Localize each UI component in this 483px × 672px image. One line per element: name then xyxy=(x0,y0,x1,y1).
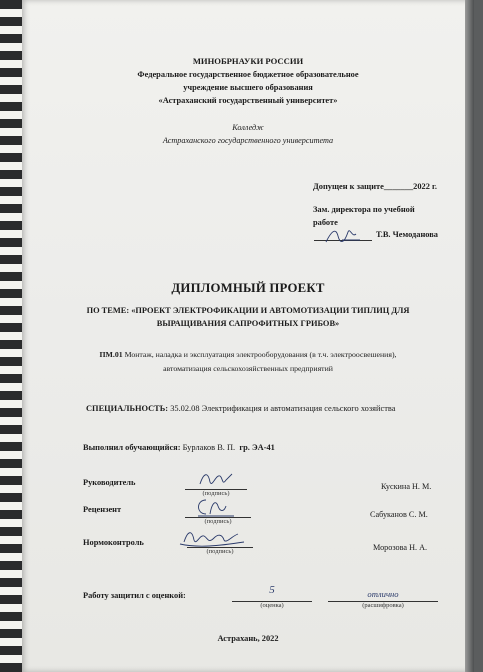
document-title: ДИПЛОМНЫЙ ПРОЕКТ xyxy=(171,281,325,295)
specialty-line xyxy=(86,404,395,413)
specialty-label: СПЕЦИАЛЬНОСТЬ: xyxy=(86,404,169,413)
document-page xyxy=(22,0,474,672)
grade-caption: (оценка) xyxy=(260,602,284,609)
college-line-1: Колледж xyxy=(232,123,264,132)
normcontrol-signature-image xyxy=(178,526,248,550)
spiral-binding xyxy=(0,0,22,672)
student-line xyxy=(83,443,275,452)
reviewer-name: Сабуканов С. М. xyxy=(370,510,428,519)
city-year: Астрахань, 2022 xyxy=(217,634,279,643)
admitted-to-defense: Допущен к защите_______2022 г. xyxy=(313,182,437,191)
supervisor-role: Руководитель xyxy=(83,478,136,487)
student-group: гр. ЭА-41 xyxy=(239,443,275,452)
deputy-signature-image xyxy=(322,224,366,246)
module-line-1 xyxy=(22,350,474,359)
module-code: ПМ.01 xyxy=(99,350,123,359)
ministry-heading: МИНОБРНАУКИ РОССИИ xyxy=(192,56,304,66)
grade-text: отлично xyxy=(367,589,399,599)
supervisor-name: Кускина Н. М. xyxy=(381,482,432,491)
org-line-1: Федеральное государственное бюджетное образовательное xyxy=(137,70,359,79)
decode-caption: (расшифровка) xyxy=(362,602,404,609)
college-line-2: Астраханского государственного университета xyxy=(162,136,334,145)
normcontrol-role: Нормоконтроль xyxy=(83,538,144,547)
grade-value: 5 xyxy=(269,584,275,596)
topic-line-2: ВЫРАЩИВАНИЯ САПРОФИТНЫХ ГРИБОВ» xyxy=(156,319,340,328)
normcontrol-signature-caption: (подпись) xyxy=(206,548,234,555)
reviewer-role: Рецензент xyxy=(83,505,122,514)
reviewer-signature-image xyxy=(190,496,236,520)
normcontrol-name: Морозова Н. А. xyxy=(373,543,428,552)
student-label: Выполнил обучающийся: xyxy=(83,443,181,452)
deputy-name: Т.В. Чемоданова xyxy=(376,230,438,239)
university-name: «Астраханский государственный университет» xyxy=(158,96,338,105)
student-name: Бурлаков В. П. xyxy=(180,443,236,452)
module-line-2: автоматизация сельскохозяйственных предприятий xyxy=(163,364,333,373)
topic-line-1: ПО ТЕМЕ: «ПРОЕКТ ЭЛЕКТРОФИКАЦИИ И АВТОМОТИЗАЦИИ ТИПЛИЦ ДЛЯ xyxy=(86,306,410,315)
supervisor-signature-image xyxy=(196,468,236,490)
specialty-value: 35.02.08 Электрификация и автоматизация сельского хозяйства xyxy=(168,404,396,413)
deputy-title-1: Зам. директора по учебной xyxy=(313,205,415,214)
defense-label: Работу защитил с оценкой: xyxy=(83,591,186,600)
deputy-title-2: работе xyxy=(313,218,338,227)
reviewer-signature-caption: (подпись) xyxy=(204,518,232,525)
page-edge-shadow xyxy=(465,0,474,672)
supervisor-signature-caption: (подпись) xyxy=(202,490,230,497)
module-text-1: Монтаж, наладка и эксплуатация электрооборудования (в т.ч. электроосвешения), xyxy=(122,350,397,359)
org-line-2: учреждение высшего образования xyxy=(183,83,313,92)
